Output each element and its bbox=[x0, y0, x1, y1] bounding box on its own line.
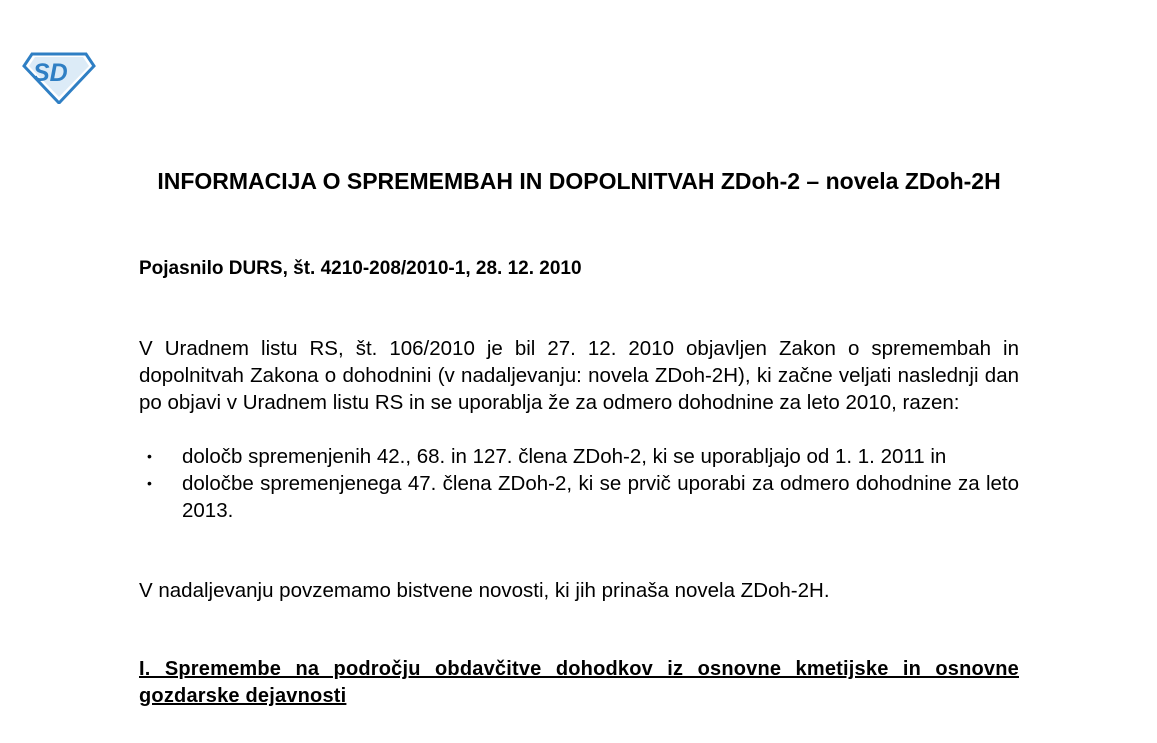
logo-lettering: SD bbox=[33, 59, 68, 87]
intro-paragraph: V Uradnem listu RS, št. 106/2010 je bil 27. 12. 2010 objavljen Zakon o spremembah in dopolnitvah Zakona o dohodnini (v nadaljevanju: novela ZDoh-2H), ki začne veljati naslednji dan po objavi v Uradnem listu RS in se uporablja že za odmero dohodnine za leto 2010, razen: bbox=[139, 337, 1019, 414]
bullet-icon: • bbox=[147, 475, 152, 491]
document-subtitle: Pojasnilo DURS, št. 4210-208/2010-1, 28. 12. 2010 bbox=[139, 258, 582, 279]
list-item-text: določbe spremenjenega 47. člena ZDoh-2, ki se prvič uporabi za odmero dohodnine za leto 2013. bbox=[182, 472, 1019, 522]
section-heading: I. Spremembe na področju obdavčitve dohodkov iz osnovne kmetijske in osnovne gozdarske dejavnosti bbox=[139, 658, 1019, 707]
list-item bbox=[139, 470, 1019, 524]
bullet-icon: • bbox=[147, 448, 152, 464]
document-title: INFORMACIJA O SPREMEMBAH IN DOPOLNITVAH ZDoh-2 – novela ZDoh-2H bbox=[157, 168, 1001, 194]
sd-logo-icon bbox=[22, 48, 96, 104]
exceptions-list bbox=[139, 443, 1019, 524]
list-item bbox=[139, 443, 1019, 470]
list-item-text: določb spremenjenih 42., 68. in 127. člena ZDoh-2, ki se uporabljajo od 1. 1. 2011 in bbox=[182, 445, 947, 468]
summary-paragraph: V nadaljevanju povzemamo bistvene novosti, ki jih prinaša novela ZDoh-2H. bbox=[139, 579, 830, 602]
